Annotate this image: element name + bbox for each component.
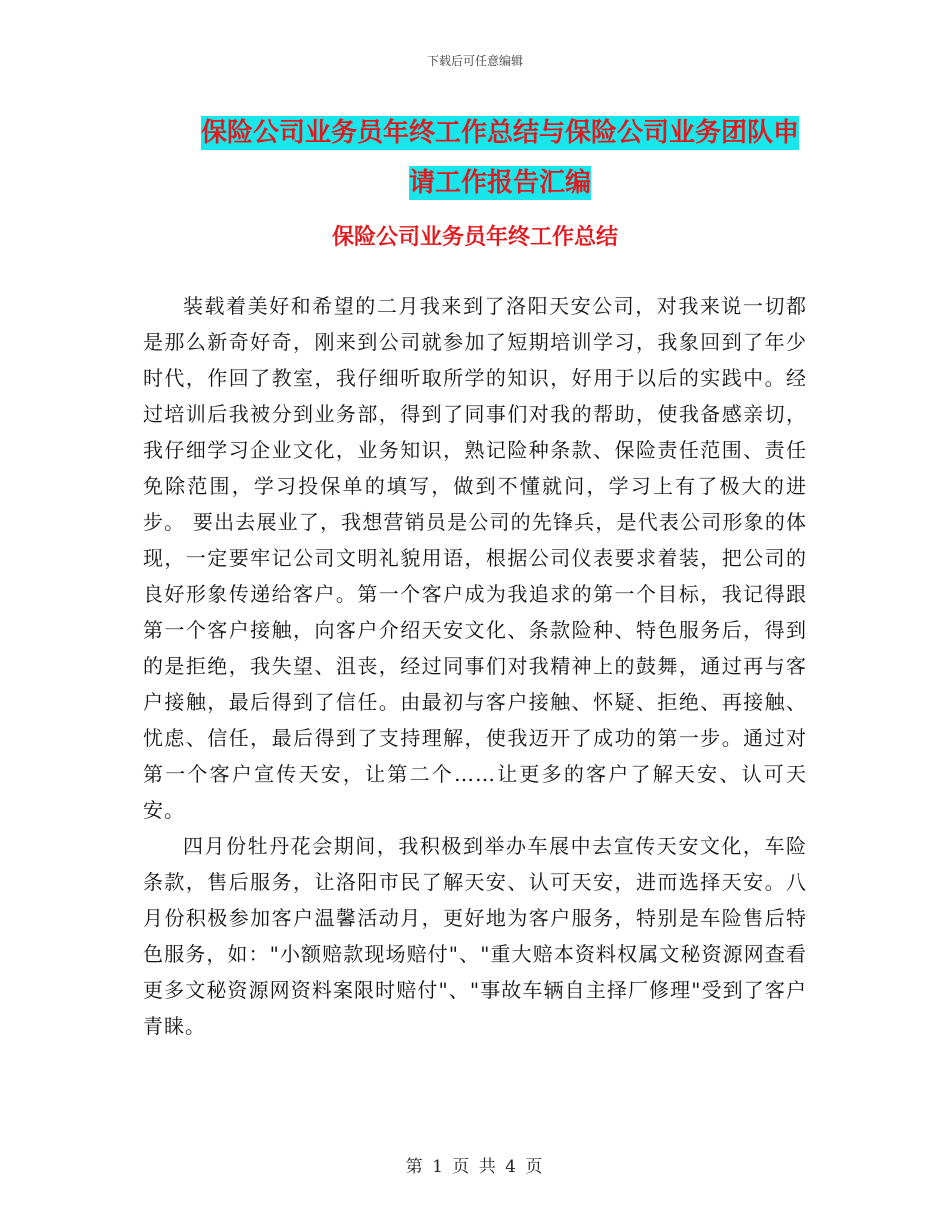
section-title: 保险公司业务员年终工作总结 xyxy=(331,224,618,250)
document-title xyxy=(140,108,860,208)
body-text xyxy=(143,288,807,1044)
document-title-line-2: 请工作报告汇编 xyxy=(408,168,591,198)
header-note: 下载后可任意编辑 xyxy=(426,54,523,68)
paragraph-1: 装载着美好和希望的二月我来到了洛阳天安公司，对我来说一切都是那么新奇好奇，刚来到公司就参加了短期培训学习，我象回到了年少时代，作回了教室，我仔细听取所学的知识，好用于以后的实践中。经过培训后我被分到业务部，得到了同事们对我的帮助，使我备感亲切，我仔细学习企业文化，业务知识，熟记险种条款、保险责任范围、责任免除范围，学习投保单的填写，做到不懂就问，学习上有了极大的进步。 要出去展业了，我想营销员是公司的先锋兵，是代表公司形象的体现，一定要牢记公司文明礼貌用语，根据公司仪表要求着装，把公司的良好形象传递给客户。第一个客户成为我追求的第一个目标，我记得跟第一个客户接触，向客户介绍天安文化、条款险种、特色服务后，得到的是拒绝，我失望、沮丧，经过同事们对我精神上的鼓舞，通过再与客户接触，最后得到了信任。由最初与客户接触、怀疑、拒绝、再接触、忧虑、信任，最后得到了支持理解，使我迈开了成功的第一步。通过对第一个客户宣传天安，让第二个……让更多的客户了解天安、认可天安。 xyxy=(143,294,807,822)
paragraph-2: 四月份牡丹花会期间，我积极到举办车展中去宣传天安文化，车险条款，售后服务，让洛阳市民了解天安、认可天安，进而选择天安。八月份积极参加客户温馨活动月，更好地为客户服务，特别是车险售后特色服务，如："小额赔款现场赔付"、"重大赔本资料权属文秘资源网查看更多文秘资源网资料案限时赔付"、"事故车辆自主择厂修理"受到了客户青睐。 xyxy=(143,834,807,1038)
page-number-footer: 第 1 页 共 4 页 xyxy=(405,1157,545,1177)
document-title-line-1: 保险公司业务员年终工作总结与保险公司业务团队申 xyxy=(200,118,799,148)
